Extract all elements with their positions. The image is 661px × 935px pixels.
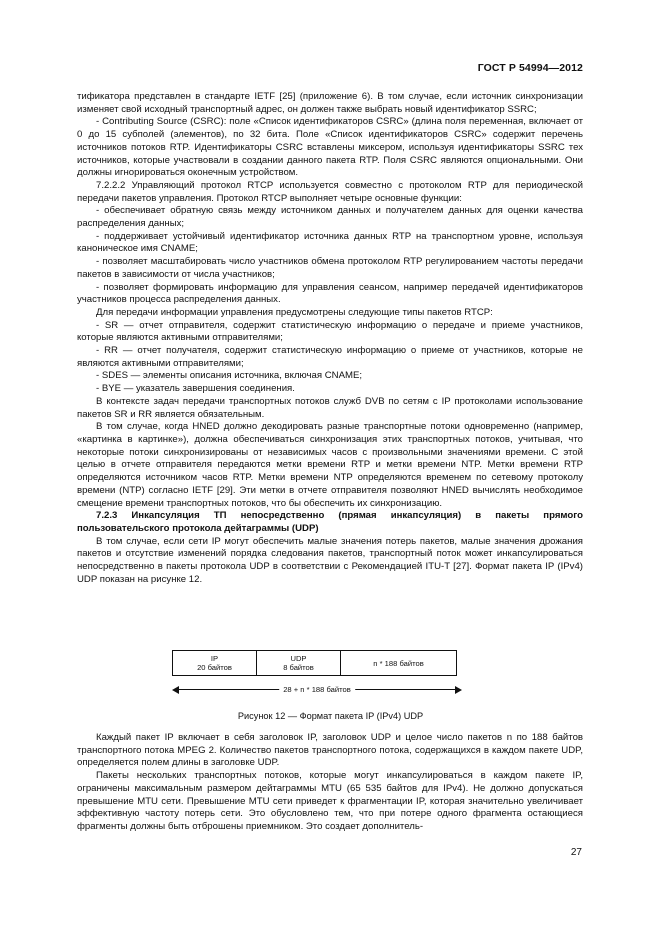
- paragraph: 7.2.2.2 Управляющий протокол RTCP используется совместно с протоколом RTP для периодической передачи пакетов управления. Протокол RTCP выполняет четыре основные функции:: [77, 179, 583, 204]
- paragraph: В контексте задач передачи транспортных потоков служб DVB по сетям с IP протоколами использование пакетов SR и RR является обязательным.: [77, 395, 583, 420]
- udp-header-cell: [257, 650, 341, 676]
- figure-caption: Рисунок 12 — Формат пакета IP (IPv4) UDP: [237, 711, 424, 721]
- body-text-bottom: [77, 732, 583, 834]
- paragraph: Каждый пакет IP включает в себя заголовок IP, заголовок UDP и целое число пакетов n по 188 байтов транспортного потока MPEG 2. Количество пакетов транспортного потока, содержащихся в каждом пакете UDP, определяется полем длины в заголовке UDP.: [77, 732, 583, 769]
- list-item: - позволяет масштабировать число участников обмена протоколом RTP регулированием частоты передачи пакетов в зависимости от числа участников;: [77, 256, 583, 280]
- paragraph: тификатора представлен в стандарте IETF [25] (приложение 6). В том случае, если источник синхронизации изменяет свой исходный транспортный адрес, он должен также выбрать новый идентификатор SSRC;: [77, 91, 583, 115]
- paragraph: В том случае, если сети IP могут обеспечить малые значения потерь пакетов, малые значения дрожания пакетов и отсутствие изменений порядка следования пакетов, транспортный поток может инкапсулироваться непосредственно в пакеты протокола UDP в соответствии с Рекомендацией ITU-T [27]. Формат пакета IP (IPv4) UDP показан на рисунке 12.: [77, 535, 583, 585]
- list-item: - позволяет формировать информацию для управления сеансом, например передачей идентификаторов участников процесса распределения данных.: [77, 281, 583, 306]
- list-item: - SR — отчет отправителя, содержит статистическую информацию о передаче и приеме участников, которые являются активными отправителями;: [77, 319, 583, 344]
- total-length-arrow: [172, 684, 462, 696]
- arrow-left-icon: [172, 686, 179, 694]
- udp-packet-format-figure: [172, 650, 462, 700]
- paragraph: - Contributing Source (CSRC): поле «Список идентификаторов CSRC» (длина поля переменная, включает от 0 до 15 субполей (элементов), по 32 бита. Поле «Список идентификаторов CSRC» содержит перечень источников потоков RTP. Идентификаторы CSRC вставлены миксером, используя идентификаторы SSRC тех источников, которые участвовали в создании данного пакета RTP. Поля CSRC являются опциональными. Они должны игнорироваться оконечным устройством.: [77, 116, 583, 179]
- paragraph: Для передачи информации управления предусмотрены следующие типы пакетов RTCP:: [96, 306, 493, 318]
- paragraph: В том случае, когда HNED должно декодировать разные транспортные потоки одновременно (например, «картинка в картинке»), должна обеспечиваться синхронизация этих транспортных потоков, учитывая, что некоторые потоки синхронизированы от независимых часов с произвольными значениями времени. С этой целью в отчете отправителя передаются метки времени RTP и метки времени NTP. Метки времени RTP определяются источником часов RTP. Метки времени NTP определяются временем по сетевому протоколу времени (NTP) согласно IETF [29]. Эти метки в отчете отправителя позволяют HNED вычислять необходимое смещение времени транспортных потоков, что бы обеспечить их синхронизацию.: [77, 421, 583, 509]
- section-heading: 7.2.3 Инкапсуляция ТП непосредственно (прямая инкапсуляция) в пакеты прямого пользовательского протокола дейтаграммы (UDP): [77, 510, 583, 534]
- list-item: - RR — отчет получателя, содержит статистическую информацию о приеме от участников, которые не являются активными отправителями;: [77, 345, 583, 369]
- total-length-label: 28 + n * 188 байтов: [279, 684, 355, 696]
- cell-title: IP: [210, 654, 219, 663]
- cell-size: 20 байтов: [197, 663, 232, 672]
- list-item: - SDES — элементы описания источника, включая CNAME;: [96, 370, 363, 382]
- arrow-right-icon: [455, 686, 462, 694]
- list-item: - поддерживает устойчивый идентификатор источника данных RTP на транспортном уровне, используя каноническое имя CNAME;: [77, 230, 583, 255]
- paragraph: Пакеты нескольких транспортных потоков, которые могут инкапсулироваться в каждом пакете IP, ограничены максимальным размером дейтаграммы MTU (65 535 байтов для IPv4). Не должно допускаться превышение MTU сети. Превышение MTU сети приведет к фрагментации IP, которая значительно увеличивает эффективную частоту потерь сети. Это обусловлено тем, что при потере одного фрагмента остающиеся фрагменты должны быть отброшены приемником. Это создает дополнитель-: [77, 770, 583, 832]
- packet-structure-row: [172, 650, 457, 676]
- cell-size: 8 байтов: [283, 663, 314, 672]
- cell-title: UDP: [290, 654, 307, 663]
- standard-header: ГОСТ Р 54994—2012: [477, 62, 583, 74]
- page-number: 27: [570, 847, 582, 858]
- body-text-top: [77, 91, 583, 586]
- list-item: - BYE — указатель завершения соединения.: [96, 383, 295, 395]
- ip-header-cell: [172, 650, 257, 676]
- cell-title: n * 188 байтов: [373, 658, 424, 668]
- payload-cell: [341, 650, 457, 676]
- list-item: - обеспечивает обратную связь между источником данных и получателем данных для оценки качества распределения данных;: [77, 205, 583, 230]
